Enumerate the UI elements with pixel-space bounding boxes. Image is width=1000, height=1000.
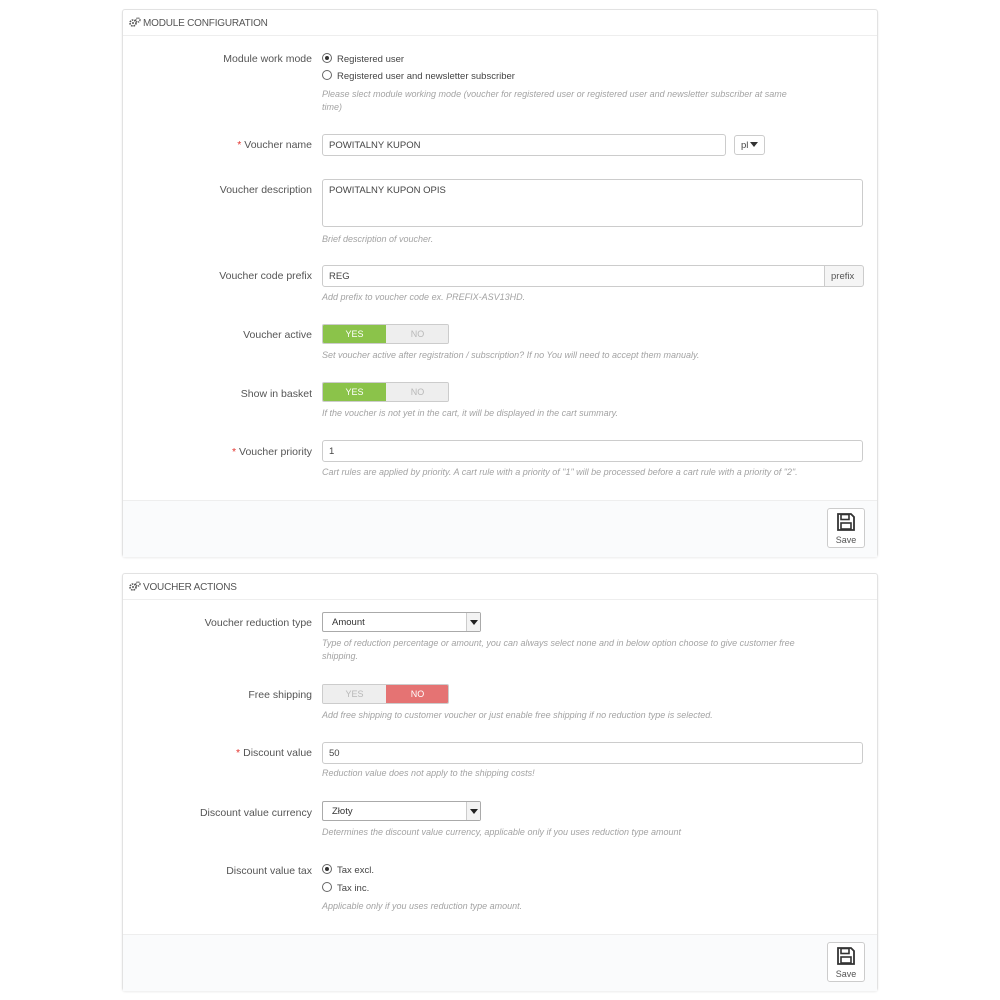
discount-tax-option-label: Tax inc. — [337, 883, 370, 894]
discount-tax-option-excl[interactable] — [322, 864, 374, 878]
reduction-type-help-line: shipping. — [322, 651, 359, 661]
prefix-addon: prefix — [824, 265, 864, 287]
voucher-active-label: Voucher active — [243, 329, 312, 341]
work-mode-help-line: time) — [322, 102, 342, 112]
reduction-type-select[interactable] — [322, 612, 481, 632]
discount-tax-option-inc[interactable] — [322, 882, 369, 896]
toggle-yes[interactable]: YES — [323, 383, 386, 401]
floppy-disk-icon — [836, 946, 856, 966]
voucher-active-help: Set voucher active after registration / subscription? If no You will need to accept them manualy. — [322, 350, 700, 360]
caret-down-icon — [750, 142, 758, 147]
required-asterisk: * — [231, 446, 237, 458]
work-mode-option-label: Registered user — [337, 54, 405, 65]
work-mode-label: Module work mode — [223, 53, 312, 65]
discount-value-input[interactable]: 50 — [322, 742, 863, 764]
module-configuration-title: MODULE CONFIGURATION — [143, 18, 268, 29]
gears-icon — [129, 17, 141, 28]
voucher-actions-title: VOUCHER ACTIONS — [143, 582, 237, 593]
voucher-priority-input[interactable]: 1 — [322, 440, 863, 462]
discount-tax-label: Discount value tax — [226, 865, 312, 877]
free-shipping-toggle[interactable] — [322, 684, 449, 704]
voucher-priority-label-text: Voucher priority — [239, 446, 312, 458]
work-mode-option-registered[interactable] — [322, 53, 404, 67]
voucher-name-label-text: Voucher name — [244, 139, 312, 151]
required-asterisk: * — [236, 747, 241, 759]
voucher-actions-footer — [123, 934, 877, 991]
radio-checked-icon[interactable] — [322, 53, 332, 63]
toggle-no[interactable]: NO — [386, 325, 449, 343]
voucher-name-label — [237, 139, 312, 151]
voucher-actions-panel — [122, 573, 878, 991]
save-button[interactable] — [827, 942, 865, 982]
save-label: Save — [835, 969, 857, 979]
floppy-disk-icon — [836, 512, 856, 532]
work-mode-option-newsletter[interactable] — [322, 70, 515, 84]
voucher-priority-label — [232, 446, 312, 458]
radio-unchecked-icon[interactable] — [322, 882, 332, 892]
voucher-active-toggle[interactable] — [322, 324, 449, 344]
show-in-basket-toggle[interactable] — [322, 382, 449, 402]
voucher-description-label: Voucher description — [219, 184, 312, 196]
voucher-description-help: Brief description of voucher. — [322, 234, 434, 244]
work-mode-option-label: Registered user and newsletter subscriber — [337, 71, 515, 82]
voucher-prefix-input[interactable]: REG — [322, 265, 825, 287]
work-mode-help-line: Please slect module working mode (voucher for registered user or registered user and newsletter subscriber at same — [322, 89, 787, 99]
reduction-type-value: Amount — [332, 617, 365, 628]
reduction-type-help — [322, 637, 795, 663]
discount-value-label — [236, 747, 312, 759]
discount-value-help: Reduction value does not apply to the shipping costs! — [322, 768, 535, 778]
gears-icon — [129, 581, 141, 592]
show-in-basket-label: Show in basket — [240, 388, 312, 400]
radio-checked-icon[interactable] — [322, 864, 332, 874]
discount-currency-value: Złoty — [332, 806, 353, 817]
discount-value-label-text: Discount value — [243, 747, 312, 759]
module-configuration-panel — [122, 9, 878, 557]
required-asterisk: * — [237, 139, 242, 151]
toggle-yes[interactable]: YES — [323, 325, 386, 343]
language-dropdown-button[interactable] — [734, 135, 765, 155]
show-in-basket-help: If the voucher is not yet in the cart, it will be displayed in the cart summary. — [322, 408, 618, 418]
discount-tax-help: Applicable only if you uses reduction type amount. — [322, 901, 523, 911]
voucher-actions-heading — [123, 574, 877, 600]
voucher-name-input[interactable]: POWITALNY KUPON — [322, 134, 726, 156]
discount-tax-option-label: Tax excl. — [337, 865, 374, 876]
discount-currency-label: Discount value currency — [199, 807, 312, 819]
voucher-prefix-label: Voucher code prefix — [219, 270, 312, 282]
chevron-down-icon[interactable] — [466, 802, 480, 820]
module-configuration-heading — [123, 10, 877, 36]
module-configuration-footer — [123, 500, 877, 557]
work-mode-help — [322, 88, 787, 114]
voucher-prefix-help: Add prefix to voucher code ex. PREFIX-ASV13HD. — [322, 292, 526, 302]
toggle-no[interactable]: NO — [386, 383, 449, 401]
voucher-description-textarea[interactable]: POWITALNY KUPON OPIS — [322, 179, 863, 227]
reduction-type-help-line: Type of reduction percentage or amount, you can always select none and in below option choose to give customer free — [322, 638, 795, 648]
toggle-no[interactable]: NO — [386, 685, 449, 703]
free-shipping-label: Free shipping — [248, 689, 312, 701]
reduction-type-label: Voucher reduction type — [204, 617, 312, 629]
chevron-down-icon[interactable] — [466, 613, 480, 631]
toggle-yes[interactable]: YES — [323, 685, 386, 703]
free-shipping-help: Add free shipping to customer voucher or just enable free shipping if no reduction type is selected. — [322, 710, 713, 720]
discount-currency-help: Determines the discount value currency, applicable only if you uses reduction type amount — [322, 827, 682, 837]
save-label: Save — [835, 535, 857, 545]
voucher-priority-help: Cart rules are applied by priority. A cart rule with a priority of "1" will be processed before a cart rule with a priority of "2". — [322, 467, 798, 477]
language-code: pl — [741, 140, 749, 151]
discount-currency-select[interactable] — [322, 801, 481, 821]
radio-unchecked-icon[interactable] — [322, 70, 332, 80]
save-button[interactable] — [827, 508, 865, 548]
